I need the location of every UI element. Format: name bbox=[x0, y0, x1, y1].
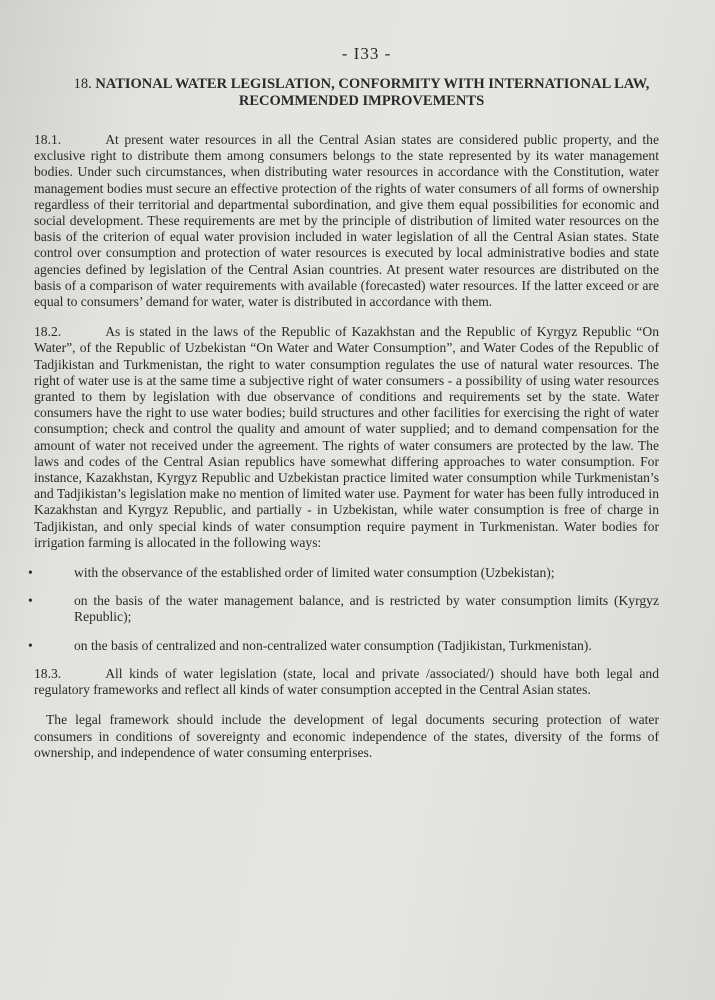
paragraph-18-3 bbox=[34, 666, 659, 698]
paragraph-number: 18.1. bbox=[34, 132, 62, 147]
paragraph-text: At present water resources in all the Central Asian states are considered public property, and the exclusive right to distribute them among consumers belongs to the state represented by its water management bodies. Under such circumstances, when distributing water resources in accordance with the Constitution, water management bodies must secure an effective protection of the rights of water consumers of all forms of ownership regardless of their territorial and departmental subordination, and give them equal possibilities for economic and social development. These requirements are met by the principle of distribution of limited water resources on the basis of the criterion of equal water provision included in water legislation of all the Central Asian states. State control over consumption and protection of water resources is executed by local administrative bodies and state agencies defined by legislation of the Central Asian countries. At present water resources are distributed on the basis of a comparison of water requirements with available (forecasted) water resources. If the latter exceed or are equal to consumers’ demand for water, water is distributed in accordance with them. bbox=[34, 132, 659, 310]
bullet-icon: • bbox=[28, 637, 33, 653]
page-number: - I33 - bbox=[341, 44, 392, 63]
bullet-icon: • bbox=[28, 565, 33, 581]
paragraph-text: All kinds of water legislation (state, local and private /associated/) should have both legal and regulatory frameworks and reflect all kinds of water consumption accepted in the Central Asian states. bbox=[34, 665, 659, 698]
list-item: • on the basis of the water management balance, and is restricted by water consumption limits (Kyrgyz Republic); bbox=[28, 593, 659, 625]
list-item: • on the basis of centralized and non-centralized water consumption (Tadjikistan, Turkmenistan). bbox=[28, 637, 592, 653]
list-item: • with the observance of the established order of limited water consumption (Uzbekistan); bbox=[28, 565, 555, 581]
heading-line-2: RECOMMENDED IMPROVEMENTS bbox=[238, 93, 485, 109]
section-number: 18. bbox=[73, 76, 92, 92]
paragraph-18-2 bbox=[34, 324, 659, 551]
paragraph-text: As is stated in the laws of the Republic of Kazakhstan and the Republic of Kyrgyz Republic “On Water”, of the Republic of Uzbekistan “On Water and Water Consumption”, and Water Codes of the Republic of Tadjikistan and Turkmenistan, the right to water consumption regulates the use of natural water resources. The right of water use is at the same time a subjective right of water consumers - a possibility of using water resources granted to them by legislation with due observance of conditions and requirements set by the state. Water consumers have the right to use water bodies; build structures and other facilities for exercising the right of water consumption; check and control the quality and amount of water supplied; and to demand compensation for the amount of water not received under the agreement. The rights of water consumers are protected by the law. The laws and codes of the Central Asian republics have somewhat differing approaches to water consumption. For instance, Kazakhstan, Kyrgyz Republic and Uzbekistan practice limited water consumption while Turkmenistan’s and Tadjikistan’s legislation make no mention of limited water use. Payment for water has been fully introduced in Kazakhstan and Kyrgyz Republic, and partially - in Uzbekistan, while water consumption is free of charge in Tadjikistan, and only special kinds of water consumption require payment in Turkmenistan. Water bodies for irrigation farming is allocated in the following ways: bbox=[34, 324, 659, 550]
allocation-list bbox=[28, 565, 659, 654]
paragraph-number: 18.3. bbox=[34, 665, 62, 681]
heading-line-1: NATIONAL WATER LEGISLATION, CONFORMITY WITH INTERNATIONAL LAW, bbox=[95, 76, 650, 92]
paragraph-18-1 bbox=[34, 132, 659, 310]
paragraph-legal-framework: The legal framework should include the development of legal documents securing protection of water consumers in conditions of sovereignty and economic independence of the states, diversity of the forms of ownership, and independence of water consuming enterprises. bbox=[34, 712, 659, 760]
section-heading bbox=[34, 76, 659, 110]
bullet-icon: • bbox=[28, 593, 33, 609]
paragraph-number: 18.2. bbox=[34, 324, 62, 340]
